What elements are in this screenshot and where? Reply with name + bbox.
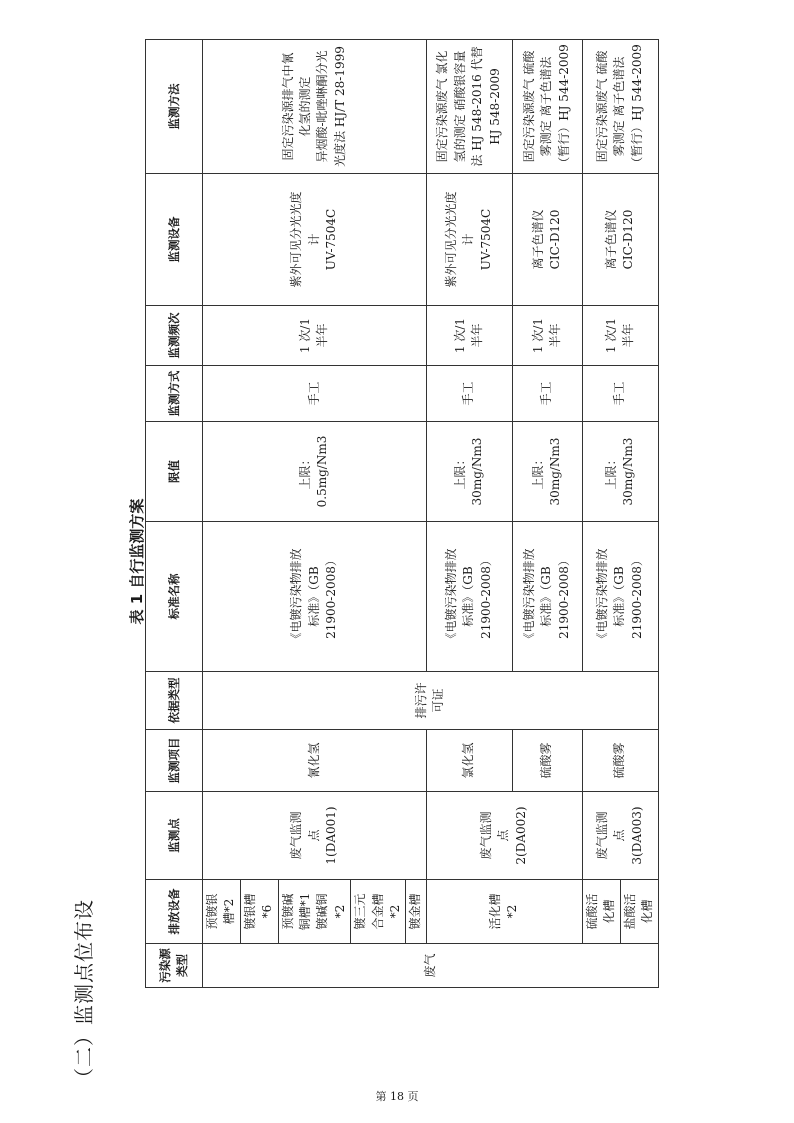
header-cell: 监测项目 [146,730,203,792]
limit-cell: 上限： 0.5mg/Nm3 [203,422,427,522]
item-cell: 硫酸雾 [512,730,582,792]
header-cell: 监测频次 [146,306,203,366]
point-cell: 废气监测 点 1(DA001) [203,792,427,880]
table-caption: 表 1 自行监测方案 [128,498,146,625]
frequency-cell: 1 次/1 半年 [582,306,658,366]
mode-cell: 手工 [203,366,427,422]
header-cell: 污染源类型 [146,944,203,988]
header-cell: 监测方式 [146,366,203,422]
device-cell: 紫外可见分光光度 计 UV-7504C [426,174,512,306]
equipment-cell: 镀三元 合金槽 *2 [351,880,406,944]
standard-cell: 《电镀污染物排放 标准》（GB 21900-2008） [426,522,512,672]
page-number: 第 18 页 [375,1090,419,1103]
item-cell: 氰化氢 [203,730,427,792]
equipment-cell: 预镀银 槽*2 [203,880,241,944]
device-cell: 紫外可见分光光度 计 UV-7504C [203,174,427,306]
header-cell: 监测设备 [146,174,203,306]
device-cell: 离子色谱仪 CIC-D120 [582,174,658,306]
standard-cell: 《电镀污染物排放 标准》（GB 21900-2008） [203,522,427,672]
section-heading: （二）监测点位布设 [72,899,96,1088]
basis-type-cell: 排污许 可证 [203,672,659,730]
header-cell: 依据类型 [146,672,203,730]
header-cell: 监测点 [146,792,203,880]
method-cell: 固定污染源废气 硫酸 雾测定 离子色谱法 （暂行）HJ 544-2009 [512,40,582,174]
table-row [582,40,620,988]
header-cell: 限值 [146,422,203,522]
equipment-cell: 镀金槽 [406,880,426,944]
table-header-row [146,40,203,988]
standard-cell: 《电镀污染物排放 标准》（GB 21900-2008） [512,522,582,672]
frequency-cell: 1 次/1 半年 [426,306,512,366]
table-row [203,40,241,988]
equipment-cell: 硫酸活 化槽 [582,880,620,944]
limit-cell: 上限： 30mg/Nm3 [426,422,512,522]
item-cell: 硫酸雾 [582,730,658,792]
point-cell: 废气监测 点 3(DA003) [582,792,658,880]
item-cell: 氯化氢 [426,730,512,792]
frequency-cell: 1 次/1 半年 [203,306,427,366]
header-cell: 排放设备 [146,880,203,944]
mode-cell: 手工 [582,366,658,422]
method-cell: 固定污染源废气 硫酸 雾测定 离子色谱法 （暂行）HJ 544-2009 [582,40,658,174]
source-type-cell: 废气 [203,944,659,988]
mode-cell: 手工 [426,366,512,422]
table-row [426,40,512,988]
limit-cell: 上限： 30mg/Nm3 [512,422,582,522]
method-cell: 固定污染源排气中氰 化氢的测定 异烟酸-吡唑啉酮分光 光度法 HJ/T 28-1999 [203,40,427,174]
point-cell: 废气监测 点 2(DA002) [426,792,582,880]
monitoring-plan-table [145,39,659,988]
equipment-cell: 活化槽 *2 [426,880,582,944]
header-cell: 标准名称 [146,522,203,672]
device-cell: 离子色谱仪 CIC-D120 [512,174,582,306]
header-cell: 监测方法 [146,40,203,174]
mode-cell: 手工 [512,366,582,422]
standard-cell: 《电镀污染物排放 标准》（GB 21900-2008） [582,522,658,672]
equipment-cell: 盐酸活 化槽 [620,880,658,944]
limit-cell: 上限： 30mg/Nm3 [582,422,658,522]
equipment-cell: 预镀碱 铜槽*1 镀碱铜 *2 [278,880,351,944]
equipment-cell: 镀银槽 *6 [240,880,278,944]
method-cell: 固定污染源废气 氯化 氢的测定 硝酸银容量 法 HJ 548-2016 代替 HJ 548-2009 [426,40,512,174]
frequency-cell: 1 次/1 半年 [512,306,582,366]
